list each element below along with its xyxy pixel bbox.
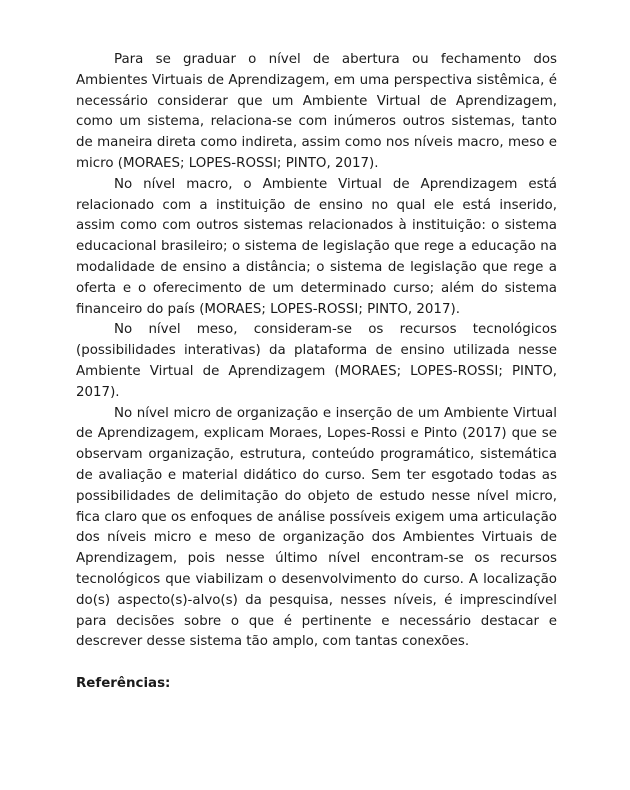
references-heading: Referências: [76, 676, 171, 692]
paragraph-macro-level: No nível macro, o Ambiente Virtual de Aprendizagem está relacionado com a instituição de ensino no qual ele está inserido, assim como com outros sistemas relacionados à instituição: o sistema educacional brasileiro; o sistema de legislação que rege a educação na modalidade de ensino a distância; o sistema de legislação que rege a oferta e o oferecimento de um determinado curso; além do sistema financeiro do país (MORAES; LOPES-ROSSI; PINTO, 2017). [76, 176, 557, 317]
paragraph-micro-level: No nível micro de organização e inserção de um Ambiente Virtual de Aprendizagem, explicam Moraes, Lopes-Rossi e Pinto (2017) que se observam organização, estrutura, conteúdo programático, sistemática de avaliação e material didático do curso. Sem ter esgotado todas as possibilidades de delimitação do objeto de estudo nesse nível micro, fica claro que os enfoques de análise possíveis exigem uma articulação dos níveis micro e meso de organização dos Ambientes Virtuais de Aprendizagem, pois nesse último nível encontram-se os recursos tecnológicos que viabilizam o desenvolvimento do curso. A localização do(s) aspecto(s)-alvo(s) da pesquisa, nesses níveis, é imprescindível para decisões sobre o que é pertinente e necessário destacar e descrever desse sistema tão amplo, com tantas conexões. [76, 405, 557, 650]
paragraph-meso-level: No nível meso, consideram-se os recursos tecnológicos (possibilidades interativas) da plataforma de ensino utilizada nesse Ambiente Virtual de Aprendizagem (MORAES; LOPES-ROSSI; PINTO, 2017). [76, 322, 557, 400]
paragraph-levels-intro: Para se graduar o nível de abertura ou fechamento dos Ambientes Virtuais de Aprendizagem, em uma perspectiva sistêmica, é necessário considerar que um Ambiente Virtual de Aprendizagem, como um sistema, relaciona-se com inúmeros outros sistemas, tanto de maneira direta como indireta, assim como nos níveis macro, meso e micro (MORAES; LOPES-ROSSI; PINTO, 2017). [76, 52, 557, 171]
document-page [76, 50, 557, 695]
